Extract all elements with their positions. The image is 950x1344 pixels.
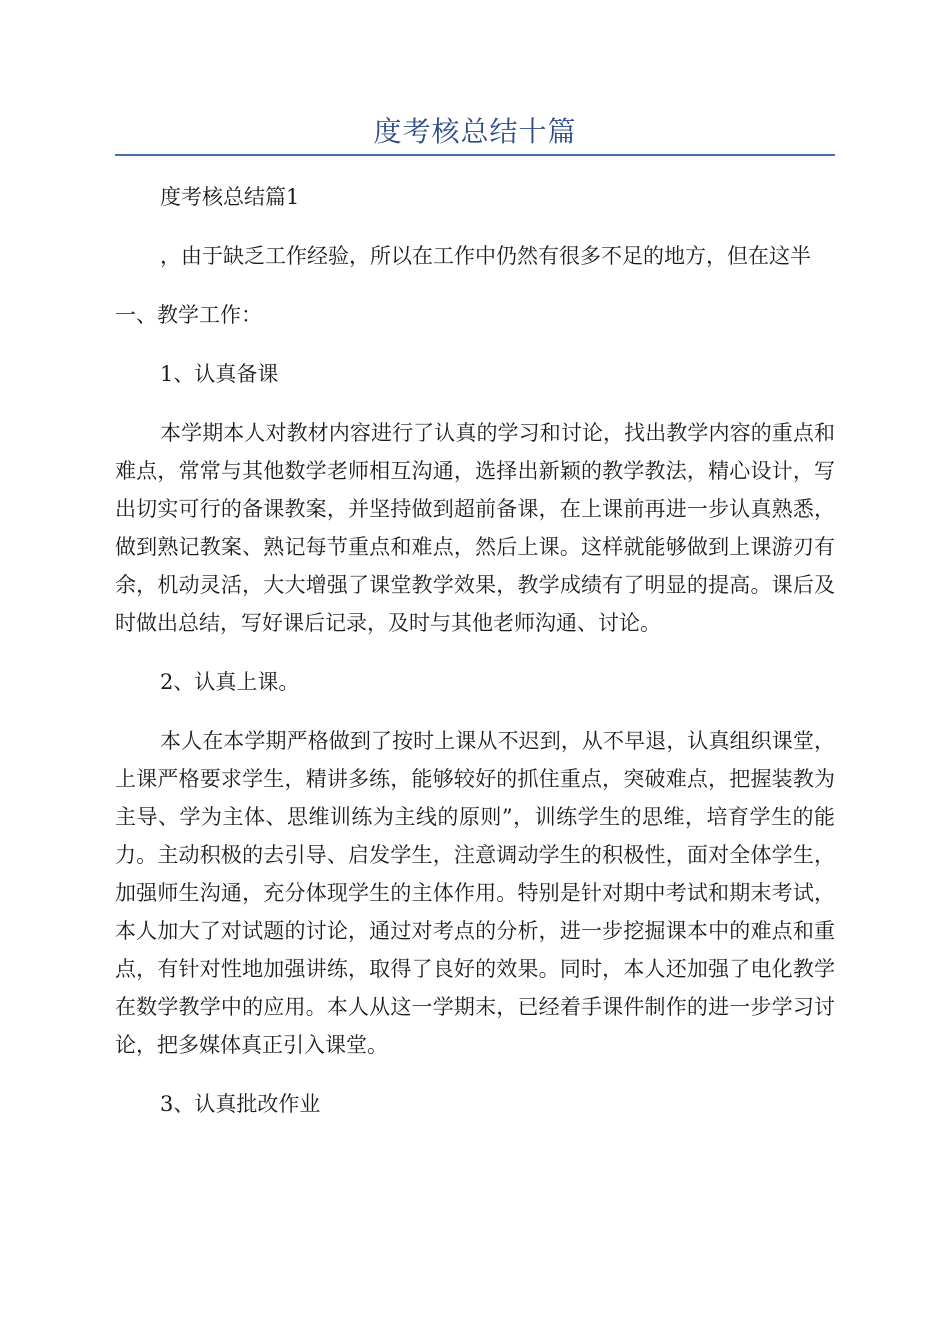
document-title: 度考核总结十篇 xyxy=(373,115,577,148)
section-heading: 度考核总结篇1 xyxy=(160,185,300,209)
subsection-heading: 一、教学工作： xyxy=(115,303,262,327)
item-heading: 3、认真批改作业 xyxy=(160,1092,321,1116)
item-heading: 1、认真备课 xyxy=(160,362,279,386)
title-underline xyxy=(115,154,835,156)
document-body xyxy=(115,178,835,1144)
paragraph: 本学期本人对教材内容进行了认真的学习和讨论，找出教学内容的重点和难点，常常与其他数学老师相互沟通，选择出新颖的教学教法，精心设计，写出切实可行的备课教案，并坚持做到超前备课，在上课前再进一步认真熟悉，做到熟记教案、熟记每节重点和难点，然后上课。这样就能够做到上课游刃有余，机动灵活，大大增强了课堂教学效果，教学成绩有了明显的提高。课后及时做出总结，写好课后记录，及时与其他老师沟通、讨论。 xyxy=(115,421,835,635)
paragraph: ，由于缺乏工作经验，所以在工作中仍然有很多不足的地方，但在这半 xyxy=(160,244,811,268)
paragraph: 本人在本学期严格做到了按时上课从不迟到，从不早退，认真组织课堂，上课严格要求学生，精讲多练，能够较好的抓住重点，突破难点，把握装教为主导、学为主体、思维训练为主线的原则”，训练学生的思维，培育学生的能力。主动积极的去引导、启发学生，注意调动学生的积极性，面对全体学生，加强师生沟通，充分体现学生的主体作用。特别是针对期中考试和期末考试，本人加大了对试题的讨论，通过对考点的分析，进一步挖掘课本中的难点和重点，有针对性地加强讲练，取得了良好的效果。同时，本人还加强了电化教学在数学教学中的应用。本人从这一学期末，已经着手课件制作的进一步学习讨论，把多媒体真正引入课堂。 xyxy=(115,729,835,1057)
item-heading: 2、认真上课。 xyxy=(160,670,300,694)
